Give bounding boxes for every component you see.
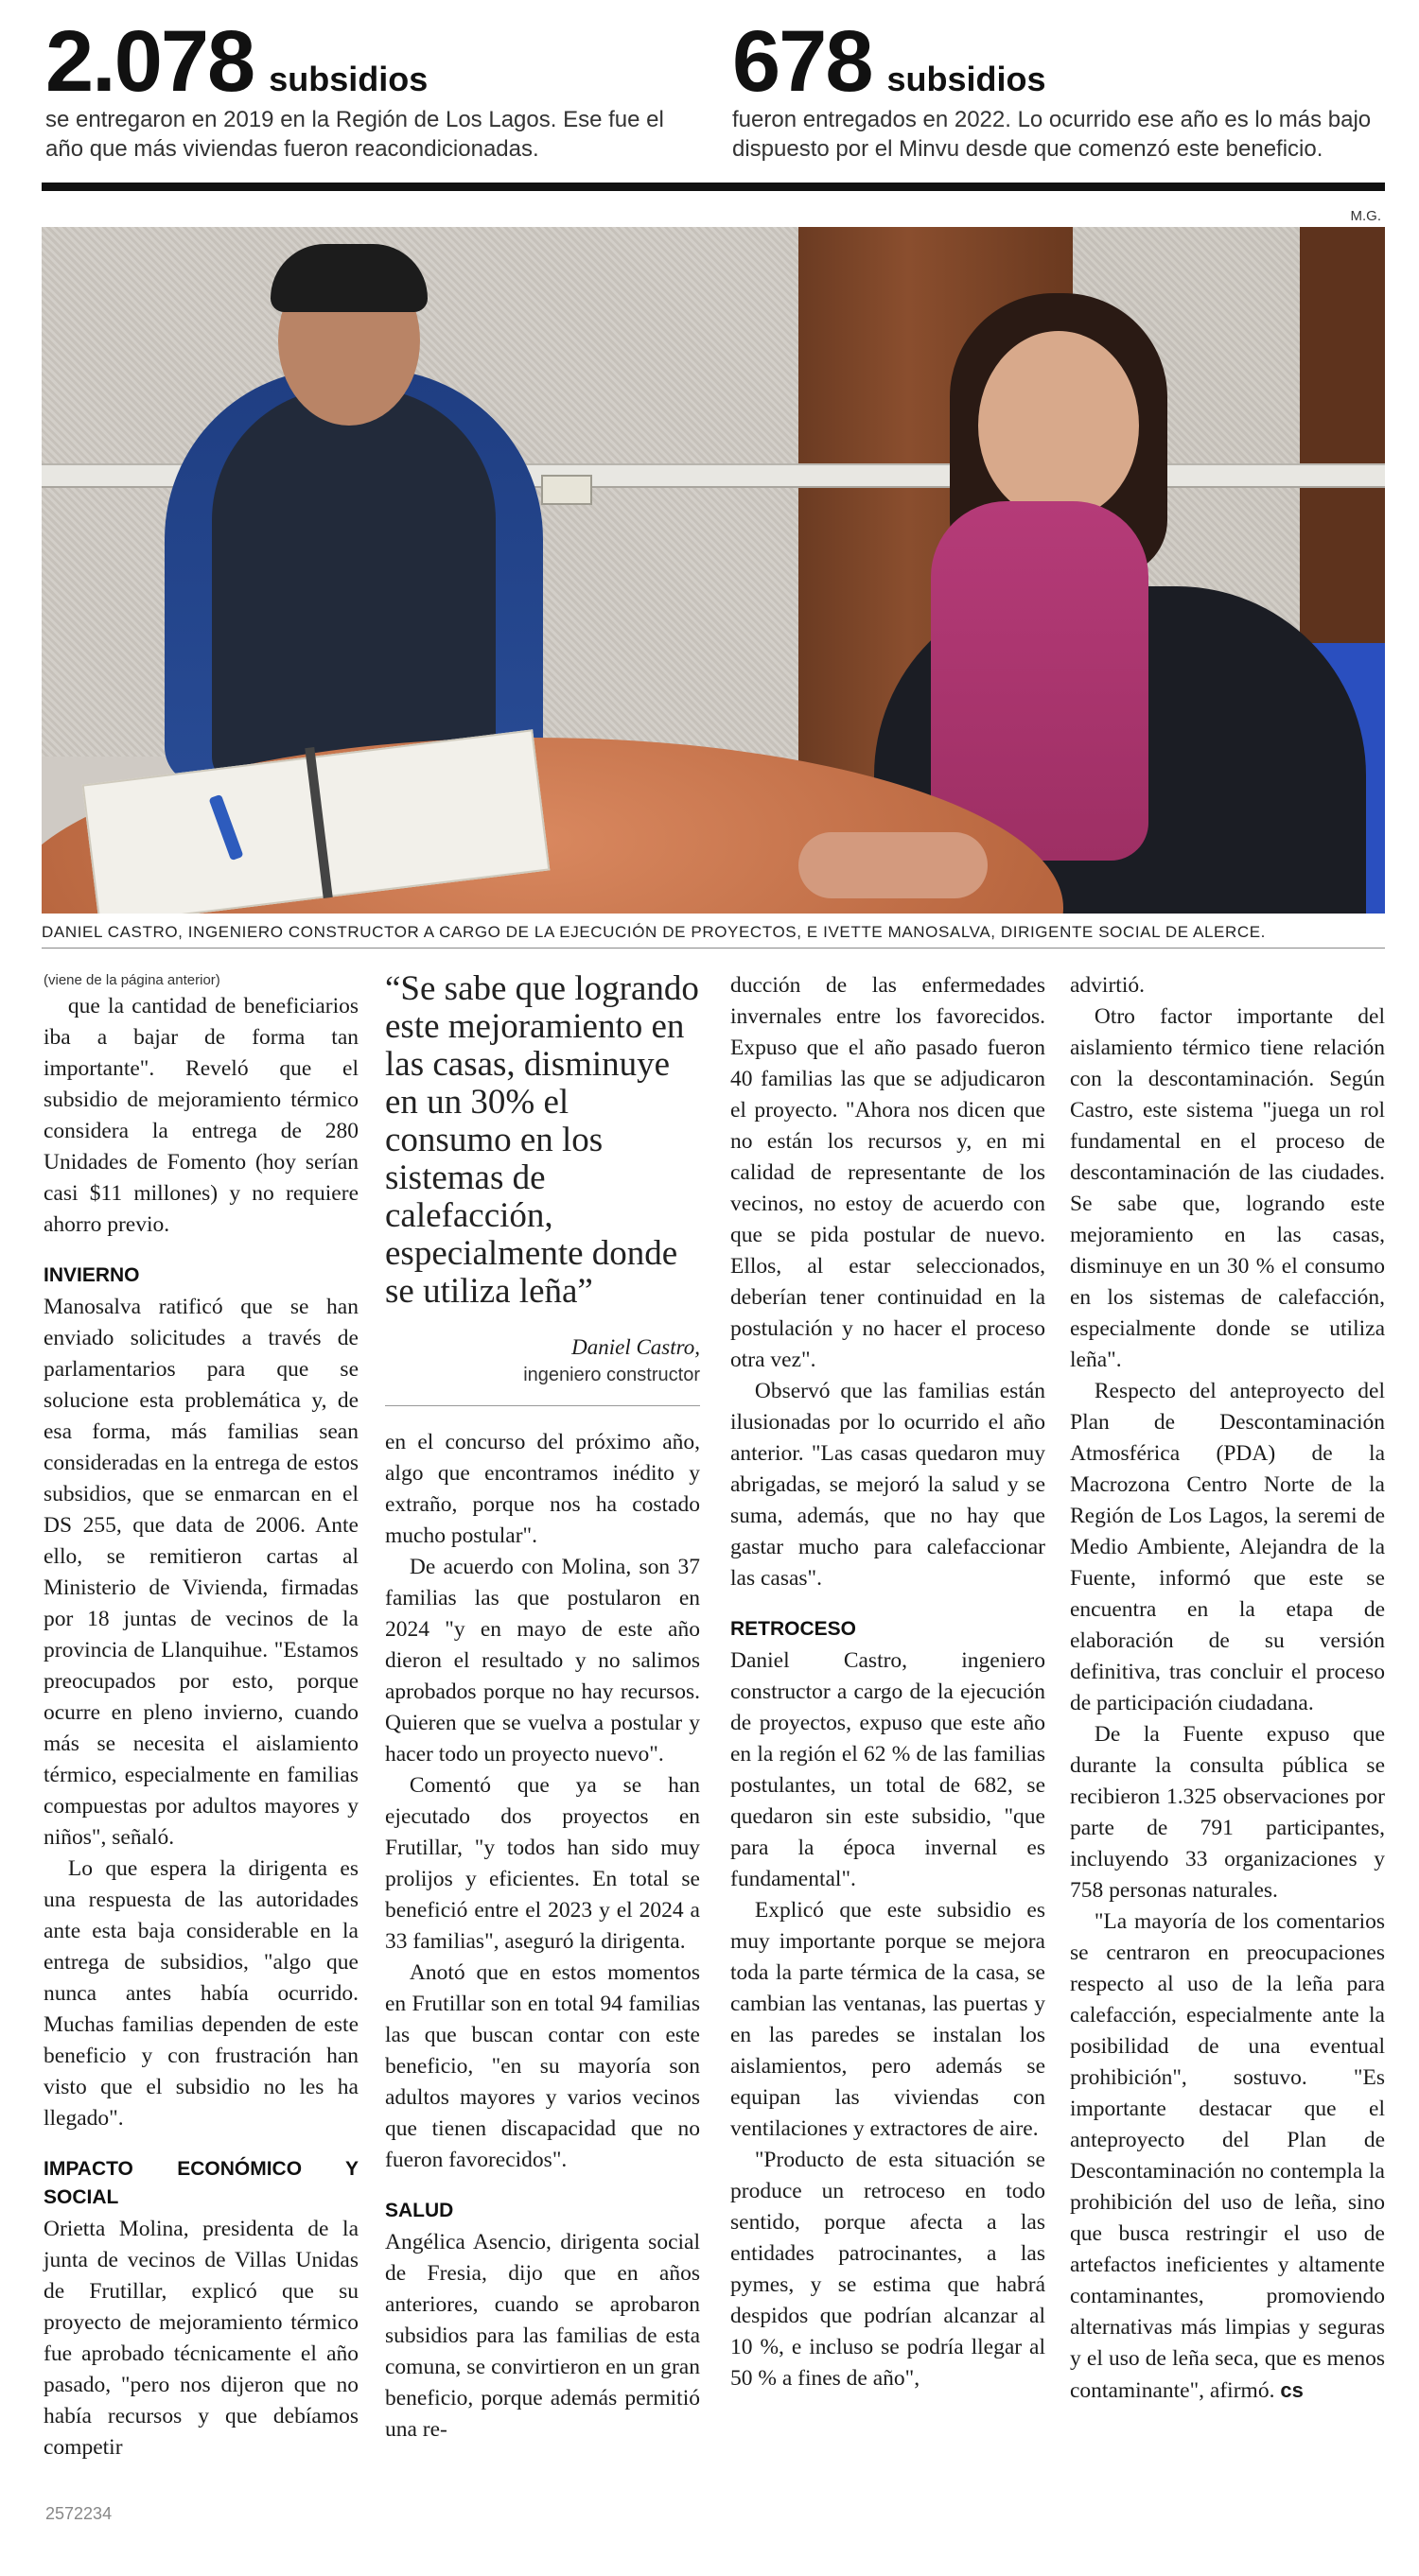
header-rule [42,183,1385,191]
paragraph: Observó que las familias están ilusionadas por lo ocurrido el año anterior. "Las casas quedaron muy abrigadas, se mejoró la salud y se suma, además, que no hay que gastar mucho para calefaccionar las casas". [730,1379,1045,1591]
article-column-4 [1070,970,1385,2407]
paragraph: Comentó que ya se han ejecutado dos proyectos en Frutillar, "y todos han sido muy prolijos y eficientes. En total se benefició entre el 2023 y el 2024 a 33 familias", aseguró la dirigenta. [385,1773,700,1954]
subhead-impacto: IMPACTO ECONÓMICO Y SOCIAL [44,2158,359,2208]
paragraph: De la Fuente expuso que durante la consulta pública se recibieron 1.325 observaciones por parte de 791 participantes, incluyendo 33 organizaciones y 758 personas naturales. [1070,1722,1385,1903]
continued-note: (viene de la página anterior) [44,972,220,988]
page-id: 2572234 [45,2504,113,2523]
subhead-retroceso: RETROCESO [730,1618,857,1640]
stat-head [732,13,1394,110]
photo-man-vest [212,388,496,785]
pull-quote-author: Daniel Castro, [571,1335,700,1359]
paragraph: ducción de las enfermedades invernales entre los favorecidos. Expuso que el año pasado fueron 40 familias las que se adjudicaron el proyecto. "Ahora nos dicen que no están los recursos y, en mi calidad de representante de los vecinos, no estoy de acuerdo con que se pida postular de nuevo. Ellos, al estar seleccionados, deberían tener continuidad en la postulación y no hacer el proceso otra vez". [730,973,1045,1372]
photo-caption: DANIEL CASTRO, INGENIERO CONSTRUCTOR A CARGO DE LA EJECUCIÓN DE PROYECTOS, E IVETTE MANOSALVA, DIRIGENTE SOCIAL DE ALERCE. [42,923,1266,941]
paragraph: Angélica Asencio, dirigenta social de Fresia, dijo que en años anteriores, cuando se aprobaron subsidios para las familias de esta comuna, se convirtieron en un gran beneficio, porque además permitió una re- [385,2230,700,2442]
stat-block-2019 [45,13,708,164]
paragraph: que la cantidad de beneficiarios iba a bajar de forma tan importante". Reveló que el subsidio de mejoramiento térmico considera la entrega de 280 Unidades de Fomento (hoy serían casi $11 millones) y no requiere ahorro previo. [44,994,359,1237]
article-column-3 [730,970,1045,2394]
paragraph: De acuerdo con Molina, son 37 familias las que postularon en 2024 "y en mayo de este año dieron el resultado y no salimos aprobados porque no hay recursos. Quieren que se vuelva a postular y hacer todo un proyecto nuevo". [385,1555,700,1767]
paragraph: Manosalva ratificó que se han enviado solicitudes a través de parlamentarios para que se solucione esta problemática y, de esa forma, más familias sean consideradas en la entrega de estos subsidios, que se enmarcan en el DS 255, que data de 2006. Ante ello, se remitieron cartas al Ministerio de Vivienda, firmadas por 18 juntas de vecinos de la provincia de Llanquihue. "Estamos preocupados por esto, porque ocurre en pleno invierno, cuando más se necesita el aislamiento térmico, especialmente en familias compuestas por adultos mayores y niños", señaló. [44,1295,359,1850]
photo-credit: M.G. [1350,208,1381,224]
stat-description: se entregaron en 2019 en la Región de Los Lagos. Ese fue el año que más viviendas fueron reacondicionadas. [45,106,664,162]
photo-woman-hands [798,832,988,898]
pull-quote-rule [385,1405,700,1406]
end-mark-icon: cs [1280,2378,1304,2402]
photo-man-hair [271,244,428,312]
stat-head [45,13,708,110]
photo-outlet [541,475,592,505]
paragraph: "Producto de esta situación se produce un retroceso en todo sentido, porque afecta a las entidades patrocinantes, a las pymes, y se estima que habrá despidos que podrían alcanzar al 10 %, e incluso se podría llegar al 50 % a fines de año", [730,2148,1045,2391]
paragraph: Orietta Molina, presidenta de la junta de vecinos de Villas Unidas de Frutillar, explicó que su proyecto de mejoramiento térmico fue aprobado técnicamente el año pasado, "pero nos dijeron que no había recursos y que debíamos competir [44,2217,359,2460]
stat-unit: subsidios [886,60,1046,98]
paragraph: Respecto del anteproyecto del Plan de Descontaminación Atmosférica (PDA) de la Macrozona Centro Norte de la Región de Los Lagos, la seremi de Medio Ambiente, Alejandra de la Fuente, informó que este se encuentra en la etapa de elaboración de su versión definitiva, tras concluir el proceso de participación ciudadana. [1070,1379,1385,1715]
article-column-2 [385,970,700,2445]
pull-quote-role: ingeniero constructor [523,1365,700,1385]
paragraph: Daniel Castro, ingeniero constructor a cargo de la ejecución de proyectos, expuso que este año en la región el 62 % de las familias postulantes, un total de 682, se quedaron sin este subsidio, "que para la época invernal es fundamental". [730,1648,1045,1891]
stat-unit: subsidios [269,60,429,98]
article-photo [42,227,1385,914]
stat-block-2022 [732,13,1394,164]
stat-description: fueron entregados en 2022. Lo ocurrido ese año es lo más bajo dispuesto por el Minvu desde que comenzó este beneficio. [732,106,1372,162]
paragraph-final-text: "La mayoría de los comentarios se centraron en preocupaciones respecto al uso de la leña para calefacción, especialmente ante la posibilidad de una eventual prohibición", sostuvo. "Es importante destacar que el anteproyecto del Plan de Descontaminación no contempla la prohibición del uso de leña, sino que busca restringir el uso de artefactos ineficientes y altamente contaminantes, promoviendo alternativas más limpias y seguras y el uso de leña seca, que es menos contaminante", afirmó. [1070,1909,1385,2403]
photo-woman-scarf [931,501,1148,861]
paragraph: en el concurso del próximo año, algo que encontramos inédito y extraño, porque nos ha costado mucho postular". [385,1430,700,1548]
article-column-1 [44,970,359,2463]
stat-number: 2.078 [45,13,254,110]
stat-number: 678 [732,13,872,110]
caption-rule [42,948,1385,949]
paragraph-final [1070,1906,1385,2407]
subhead-invierno: INVIERNO [44,1264,140,1286]
paragraph: Explicó que este subsidio es muy importante porque se mejora toda la parte térmica de la casa, se cambian las ventanas, las puertas y en las paredes se instalan los aislamientos, pero además se equipan las viviendas con ventilaciones y extractores de aire. [730,1898,1045,2141]
paragraph: Otro factor importante del aislamiento térmico tiene relación con la descontaminación. Según Castro, este sistema "juega un rol fundamental en el proceso de descontaminación de las ciudades. Se sabe que, logrando este mejoramiento en las casas, disminuye en un 30 % el consumo en los sistemas de calefacción, especialmente donde se utiliza leña". [1070,1004,1385,1372]
paragraph: Lo que espera la dirigenta es una respuesta de las autoridades ante esta baja considerable en la entrega de subsidios, "algo que nunca antes había ocurrido. Muchas familias dependen de este beneficio y con frustración han visto que el subsidio no les ha llegado". [44,1856,359,2131]
paragraph: Anotó que en estos momentos en Frutillar son en total 94 familias las que buscan contar con este beneficio, "en su mayoría son adultos mayores y varios vecinos que tienen discapacidad que no fueron favorecidos". [385,1960,700,2172]
photo-woman-head [978,331,1139,520]
subhead-salud: SALUD [385,2200,454,2221]
pull-quote: “Se sabe que logrando este mejoramiento en las casas, disminuye en un 30% el consumo en los sistemas de calefacción, especialmente donde se utiliza leña” [385,969,699,1311]
paragraph: advirtió. [1070,973,1145,998]
